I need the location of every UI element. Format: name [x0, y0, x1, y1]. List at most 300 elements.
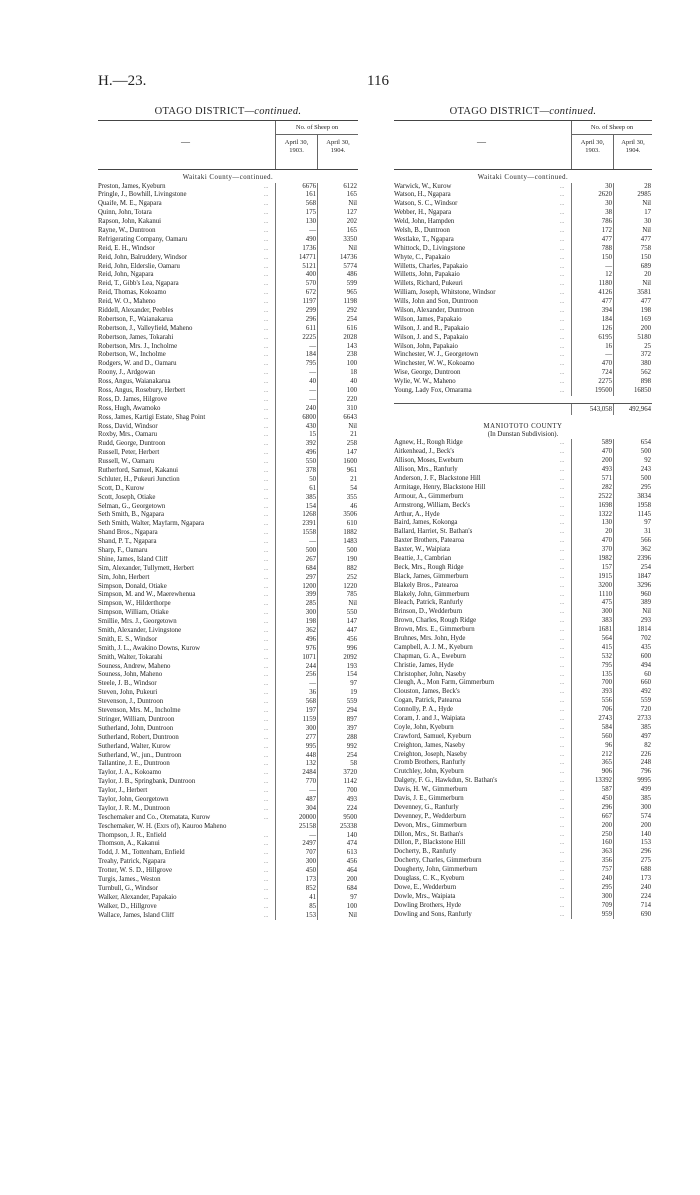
- owner-name: Webber, H., Ngapara: [394, 209, 452, 217]
- owner-name: Davis, J. E., Gimmerburn: [394, 795, 464, 802]
- table-row: [394, 759, 652, 768]
- leader-dots: ...: [264, 432, 269, 439]
- table-row: [98, 849, 358, 858]
- leader-dots: ...: [560, 840, 565, 847]
- sheep-1904: 193: [317, 663, 357, 672]
- table-row: [394, 519, 652, 528]
- owner-name: Willets, Richard, Pukeuri: [394, 280, 463, 288]
- sheep-1903: 304: [275, 805, 316, 814]
- leader-dots: ...: [264, 548, 269, 555]
- table-row: [394, 608, 652, 617]
- table-row: [394, 537, 652, 546]
- leader-dots: ...: [264, 272, 269, 279]
- left-column: [98, 104, 358, 920]
- sheep-1903: —: [275, 387, 316, 396]
- table-row: [98, 654, 358, 663]
- table-row: [394, 635, 652, 644]
- owner-name: Robertson, F., Waianakarua: [98, 315, 173, 323]
- table-row: [394, 591, 652, 600]
- table-row: [98, 494, 358, 503]
- sheep-1903: 611: [275, 325, 316, 334]
- sheep-1903: 41: [275, 894, 316, 903]
- owner-name: Roony, J., Ardgowan: [98, 369, 156, 377]
- table-row: [394, 183, 652, 192]
- owner-name: Seth Smith, B., Ngapara: [98, 511, 165, 519]
- sheep-1904: 355: [317, 494, 357, 503]
- leader-dots: ...: [560, 787, 565, 794]
- owner-name: Taylor, J. B., Springbank, Duntroon: [98, 778, 196, 786]
- owner-name: Brinson, D., Wedderburn: [394, 608, 463, 616]
- leader-dots: ...: [560, 849, 565, 856]
- sheep-1903: 184: [571, 316, 612, 325]
- table-row: [394, 653, 652, 662]
- owner-name: Wills, John and Son, Duntroon: [394, 298, 478, 306]
- sheep-1903: 550: [275, 458, 316, 467]
- sheep-1903: 175: [275, 209, 316, 218]
- table-row: [394, 875, 652, 884]
- sheep-1903: 667: [571, 813, 612, 822]
- owner-name: Reid, Thomas, Kokoamo: [98, 289, 167, 297]
- owner-name: Blakely Bros., Patearoa: [394, 581, 459, 589]
- sheep-1904: 688: [613, 866, 651, 875]
- leader-dots: ...: [264, 379, 269, 386]
- sheep-1904: 275: [613, 857, 651, 866]
- table-row: [98, 734, 358, 743]
- sheep-1904: 60: [613, 671, 651, 680]
- leader-dots: ...: [560, 760, 565, 767]
- table-row: [394, 884, 652, 893]
- owner-name: Stevenson, J., Duntroon: [98, 698, 164, 706]
- sheep-1903: 496: [275, 636, 316, 645]
- leader-dots: ...: [264, 850, 269, 857]
- owner-name: Whittock, D., Livingstone: [394, 244, 466, 252]
- owner-name: Christie, James, Hyde: [394, 661, 454, 669]
- owner-name: Quaife, M. E., Ngapara: [98, 200, 162, 208]
- owner-name: Allison, Moses, Eweburn: [394, 457, 464, 465]
- sheep-1903: 570: [275, 280, 316, 289]
- name-column-header: —: [181, 137, 190, 147]
- sheep-1904: 220: [317, 396, 357, 405]
- sheep-1903: 197: [275, 707, 316, 716]
- sheep-1904: 147: [317, 618, 357, 627]
- sheep-1904: 190: [317, 556, 357, 565]
- table-row: [394, 893, 652, 902]
- owner-name: Dowle, Mrs., Waipiata: [394, 892, 456, 900]
- sheep-1903: 277: [275, 734, 316, 743]
- leader-dots: ...: [560, 564, 565, 571]
- leader-dots: ...: [264, 299, 269, 306]
- sheep-1904: 254: [317, 752, 357, 761]
- sheep-1904: 477: [613, 298, 651, 307]
- sheep-1903: 795: [571, 662, 612, 671]
- sheep-1904: 616: [317, 325, 357, 334]
- owner-name: Trotter, W. S. D., Hillgrove: [98, 867, 173, 875]
- owner-name: Reid, John, Balruddery, Windsor: [98, 253, 188, 261]
- section-title: Waitaki County—continued.: [477, 174, 569, 181]
- owner-name: Westlake, T., Ngapara: [394, 235, 454, 243]
- sheep-1903: 795: [275, 360, 316, 369]
- sheep-1903: 240: [275, 405, 316, 414]
- owner-name: Dillon, P., Blackstone Hill: [394, 839, 466, 847]
- table-row: [98, 200, 358, 209]
- owner-name: Steven, John, Pukeuri: [98, 689, 158, 697]
- table-row: [394, 795, 652, 804]
- sheep-1903: 160: [571, 839, 612, 848]
- table-header: [98, 120, 358, 170]
- sheep-1903: 200: [571, 822, 612, 831]
- sheep-1904: 559: [317, 698, 357, 707]
- sheep-1904: 397: [317, 725, 357, 734]
- leader-dots: ...: [264, 423, 269, 430]
- table-row: [394, 263, 652, 272]
- sheep-1904: 28: [613, 183, 651, 192]
- table-row: [394, 528, 652, 537]
- leader-dots: ...: [264, 210, 269, 217]
- sheep-1904: 477: [613, 236, 651, 245]
- leader-dots: ...: [264, 254, 269, 261]
- leader-dots: ...: [264, 441, 269, 448]
- sheep-1904: 362: [613, 546, 651, 555]
- owner-name: Clouston, James, Beck's: [394, 688, 460, 696]
- leader-dots: ...: [264, 752, 269, 759]
- owner-name: Welsh, B., Duntroon: [394, 226, 450, 234]
- table-row: [394, 387, 652, 396]
- leader-dots: ...: [264, 841, 269, 848]
- leader-dots: ...: [264, 663, 269, 670]
- sheep-1904: 58: [317, 760, 357, 769]
- leader-dots: ...: [264, 556, 269, 563]
- leader-dots: ...: [264, 405, 269, 412]
- owner-name: Taylor, John, Georgetown: [98, 795, 169, 803]
- table-row: [394, 706, 652, 715]
- sheep-1904: 654: [613, 439, 651, 448]
- table-row: [394, 307, 652, 316]
- owner-name: Ballard, Harriet, St. Bathan's: [394, 528, 473, 536]
- sheep-1904: 500: [613, 448, 651, 457]
- leader-dots: ...: [560, 467, 565, 474]
- sheep-1903: 172: [571, 227, 612, 236]
- sheep-1904: 238: [317, 351, 357, 360]
- sheep-1904: 292: [317, 307, 357, 316]
- sheep-1904: 147: [317, 449, 357, 458]
- sheep-1903: 1982: [571, 555, 612, 564]
- owner-name: Scott, Joseph, Otiake: [98, 493, 156, 501]
- sheep-1903: 477: [571, 236, 612, 245]
- section-title: Waitaki County—continued.: [182, 174, 274, 181]
- table-row: [394, 209, 652, 218]
- sheep-1903: 30: [571, 183, 612, 192]
- sheep-1904: 380: [613, 360, 651, 369]
- sheep-1904: 494: [613, 662, 651, 671]
- owner-name: Teschemaker, W. H. (Exrs of), Kauroo Maheno: [98, 822, 227, 830]
- sheep-1903: 852: [275, 885, 316, 894]
- sheep-1904: 127: [317, 209, 357, 218]
- sheep-1904: 169: [613, 316, 651, 325]
- owner-name: Steele, J. B., Windsor: [98, 680, 157, 688]
- sheep-1903: 757: [571, 866, 612, 875]
- sheep-1903: 788: [571, 245, 612, 254]
- owner-name: Souness, John, Maheno: [98, 671, 163, 679]
- owner-name: Russell, W., Oamaru: [98, 458, 155, 466]
- table-row: [98, 796, 358, 805]
- leader-dots: ...: [560, 263, 565, 270]
- owner-name: Allison, Mrs., Ranfurly: [394, 466, 458, 474]
- sheep-1903: 12: [571, 271, 612, 280]
- leader-dots: ...: [560, 644, 565, 651]
- sheep-1903: 571: [571, 475, 612, 484]
- sheep-1904: 1145: [613, 511, 651, 520]
- table-row: [98, 574, 358, 583]
- owner-name: Cogan, Patrick, Patearoa: [394, 697, 462, 705]
- sheep-1903: 38: [571, 209, 612, 218]
- owner-name: Pringle, J., Bowhill, Livingstone: [98, 191, 187, 199]
- table-row: [394, 484, 652, 493]
- table-row: [98, 263, 358, 272]
- table-row: [98, 236, 358, 245]
- table-row: [394, 742, 652, 751]
- sheep-1903: 299: [275, 307, 316, 316]
- owner-name: Reid, E. H., Windsor: [98, 244, 155, 252]
- owner-name: Dowling Brothers, Hyde: [394, 901, 462, 909]
- table-row: [394, 343, 652, 352]
- table-row: [98, 671, 358, 680]
- leader-dots: ...: [264, 468, 269, 474]
- table-row: [98, 894, 358, 903]
- sheep-1904: 1600: [317, 458, 357, 467]
- owner-name: Smith, Walter, Tokarahi: [98, 653, 163, 661]
- owner-name: Rudd, George, Duntroon: [98, 440, 166, 448]
- sheep-1904: 796: [613, 768, 651, 777]
- leader-dots: ...: [560, 379, 565, 386]
- table-row: [98, 725, 358, 734]
- leader-dots: ...: [560, 192, 565, 199]
- leader-dots: ...: [264, 245, 269, 252]
- table-row: [98, 227, 358, 236]
- leader-dots: ...: [560, 325, 565, 332]
- leader-dots: ...: [560, 555, 565, 562]
- leader-dots: ...: [560, 299, 565, 306]
- owner-name: Willetts, Charles, Papakaio: [394, 262, 468, 270]
- sheep-1904: 54: [317, 485, 357, 494]
- leader-dots: ...: [560, 698, 565, 705]
- sheep-1904: 2733: [613, 715, 651, 724]
- table-row: [394, 857, 652, 866]
- owner-name: Wilson, J. and R., Papakaio: [394, 324, 469, 332]
- table-row: [394, 448, 652, 457]
- owner-name: Winchester, W. W., Kokoamo: [394, 360, 475, 368]
- table-row: [394, 245, 652, 254]
- sheep-1903: 560: [571, 733, 612, 742]
- col-1903-header: [571, 135, 613, 169]
- leader-dots: ...: [560, 502, 565, 509]
- owner-name: Stringer, William, Duntroon: [98, 715, 175, 723]
- page-number: 116: [367, 73, 389, 89]
- district-title-suffix: —continued.: [539, 106, 597, 117]
- district-title-suffix: —continued.: [244, 106, 302, 117]
- sheep-1903: 244: [275, 663, 316, 672]
- table-row: [98, 467, 358, 476]
- owner-name: Armitage, Henry, Blackstone Hill: [394, 483, 486, 491]
- sheep-1903: 256: [275, 671, 316, 680]
- sheep-1904: 30: [613, 218, 651, 227]
- sheep-1903: 300: [571, 608, 612, 617]
- sheep-1904: 562: [613, 369, 651, 378]
- leader-dots: ...: [560, 511, 565, 518]
- sheep-1903: 786: [571, 218, 612, 227]
- owner-name: Winchester, W. J., Georgetown: [394, 351, 479, 359]
- owner-name: Wise, George, Duntroon: [394, 369, 461, 377]
- owner-name: Docherty, Charles, Gimmerburn: [394, 857, 482, 865]
- sheep-1904: 9500: [317, 814, 357, 823]
- owner-name: Riddell, Alexander, Peebles: [98, 306, 174, 314]
- leader-dots: ...: [264, 796, 269, 803]
- owner-name: Simpson, William, Otiake: [98, 609, 169, 617]
- sheep-1903: 200: [571, 457, 612, 466]
- sheep-1904: 992: [317, 743, 357, 752]
- sheep-1904: 173: [613, 875, 651, 884]
- sheep-1904: 389: [613, 599, 651, 608]
- sheep-1904: 254: [613, 564, 651, 573]
- table-row: [394, 786, 652, 795]
- table-row: [394, 555, 652, 564]
- sheep-1904: 92: [613, 457, 651, 466]
- sheep-1904: Nil: [317, 600, 357, 609]
- table-row: [98, 369, 358, 378]
- sheep-1904: Nil: [317, 423, 357, 432]
- owner-name: Shand Bros., Ngapara: [98, 529, 158, 537]
- sheep-1903: 132: [275, 760, 316, 769]
- sheep-1903: 85: [275, 903, 316, 912]
- sheep-1904: 610: [317, 520, 357, 529]
- table-row: [98, 707, 358, 716]
- sheep-1904: 550: [317, 609, 357, 618]
- leader-dots: ...: [560, 370, 565, 377]
- table-row: [98, 876, 358, 885]
- owner-name: Wallace, James, Island Cliff: [98, 911, 175, 919]
- leader-dots: ...: [264, 227, 269, 234]
- table-row: [394, 671, 652, 680]
- owner-name: Teschemaker and Co., Otematata, Kurow: [98, 813, 211, 821]
- owner-name: Roxby, Mrs., Oamaru: [98, 431, 158, 439]
- sheep-1903: 297: [275, 574, 316, 583]
- sheep-1904: 14736: [317, 254, 357, 263]
- sheep-1903: 296: [275, 316, 316, 325]
- owner-name: Chapman, G. A., Eweburn: [394, 652, 466, 660]
- owner-name: Cromb Brothers, Ranfurly: [394, 759, 466, 767]
- leader-dots: ...: [560, 742, 565, 749]
- leader-dots: ...: [264, 539, 269, 546]
- owner-name: Taylor, J. A., Kokoamo: [98, 769, 162, 777]
- leader-dots: ...: [560, 520, 565, 527]
- sheep-1903: 584: [571, 724, 612, 733]
- leader-dots: ...: [560, 893, 565, 900]
- owner-name: Thompson, J. R., Enfield: [98, 831, 167, 839]
- sheep-1903: 2391: [275, 520, 316, 529]
- table-row: [98, 565, 358, 574]
- sheep-1904: 40: [317, 378, 357, 387]
- sheep-1904: 3834: [613, 493, 651, 502]
- sheep-1903: 365: [571, 759, 612, 768]
- leader-dots: ...: [560, 858, 565, 865]
- leader-dots: ...: [560, 316, 565, 323]
- leader-dots: ...: [560, 538, 565, 545]
- owner-name: Connolly, P. A., Hyde: [394, 706, 454, 714]
- leader-dots: ...: [264, 183, 269, 190]
- leader-dots: ...: [560, 733, 565, 740]
- owner-name: Baird, James, Kokonga: [394, 519, 458, 527]
- col-1904-header: [317, 135, 358, 169]
- table-row: [98, 778, 358, 787]
- sheep-1903: 684: [275, 565, 316, 574]
- table-row: [98, 440, 358, 449]
- leader-dots: ...: [560, 689, 565, 696]
- owner-name: Bleach, Patrick, Ranfurly: [394, 599, 464, 607]
- sheep-1904: 97: [317, 680, 357, 689]
- total-1904: 492,964: [613, 404, 651, 415]
- owner-list: [98, 183, 358, 921]
- table-row: [98, 867, 358, 876]
- sheep-1904: 690: [613, 911, 651, 920]
- sheep-1903: 770: [275, 778, 316, 787]
- leader-dots: ...: [264, 565, 269, 572]
- sheep-1903: —: [275, 538, 316, 547]
- sheep-1904: 5774: [317, 263, 357, 272]
- sheep-1904: 758: [613, 245, 651, 254]
- owner-list: [394, 183, 652, 396]
- owner-name: Coyle, John, Kyeburn: [394, 723, 454, 731]
- leader-dots: ...: [264, 476, 269, 483]
- leader-dots: ...: [264, 512, 269, 519]
- col-1904-year: 1904.: [330, 147, 346, 154]
- leader-dots: ...: [264, 503, 269, 510]
- leader-dots: ...: [264, 645, 269, 652]
- owner-name: Refrigerating Company, Oamaru: [98, 235, 188, 243]
- table-row: [394, 439, 652, 448]
- leader-dots: ...: [560, 529, 565, 536]
- table-row: [98, 280, 358, 289]
- owner-name: Turnbull, G., Windsor: [98, 884, 158, 892]
- leader-dots: ...: [560, 272, 565, 279]
- sheep-1903: 198: [275, 618, 316, 627]
- table-row: [394, 360, 652, 369]
- table-row: [394, 582, 652, 591]
- sheep-1904: 961: [317, 467, 357, 476]
- sheep-1903: 13392: [571, 777, 612, 786]
- sheep-1904: Nil: [613, 200, 651, 209]
- sheep-1903: 1268: [275, 511, 316, 520]
- sheep-1903: 150: [571, 254, 612, 263]
- leader-dots: ...: [560, 227, 565, 234]
- sheep-1904: 385: [613, 795, 651, 804]
- leader-dots: ...: [560, 902, 565, 909]
- sheep-1904: 6122: [317, 183, 357, 192]
- leader-dots: ...: [264, 325, 269, 332]
- leader-dots: ...: [264, 414, 269, 421]
- sheep-1904: 3350: [317, 236, 357, 245]
- sheep-1904: 2092: [317, 654, 357, 663]
- table-row: [394, 724, 652, 733]
- sheep-1903: 1110: [571, 591, 612, 600]
- table-row: [98, 511, 358, 520]
- page-header: [98, 73, 658, 93]
- owner-name: Sharp, F., Oamaru: [98, 547, 148, 555]
- sheep-1904: 456: [317, 636, 357, 645]
- sheep-1903: 470: [571, 448, 612, 457]
- sheep-1904: Nil: [317, 912, 357, 921]
- owner-name: Sutherland, Walter, Kurow: [98, 742, 171, 750]
- table-row: [394, 768, 652, 777]
- table-row: [394, 733, 652, 742]
